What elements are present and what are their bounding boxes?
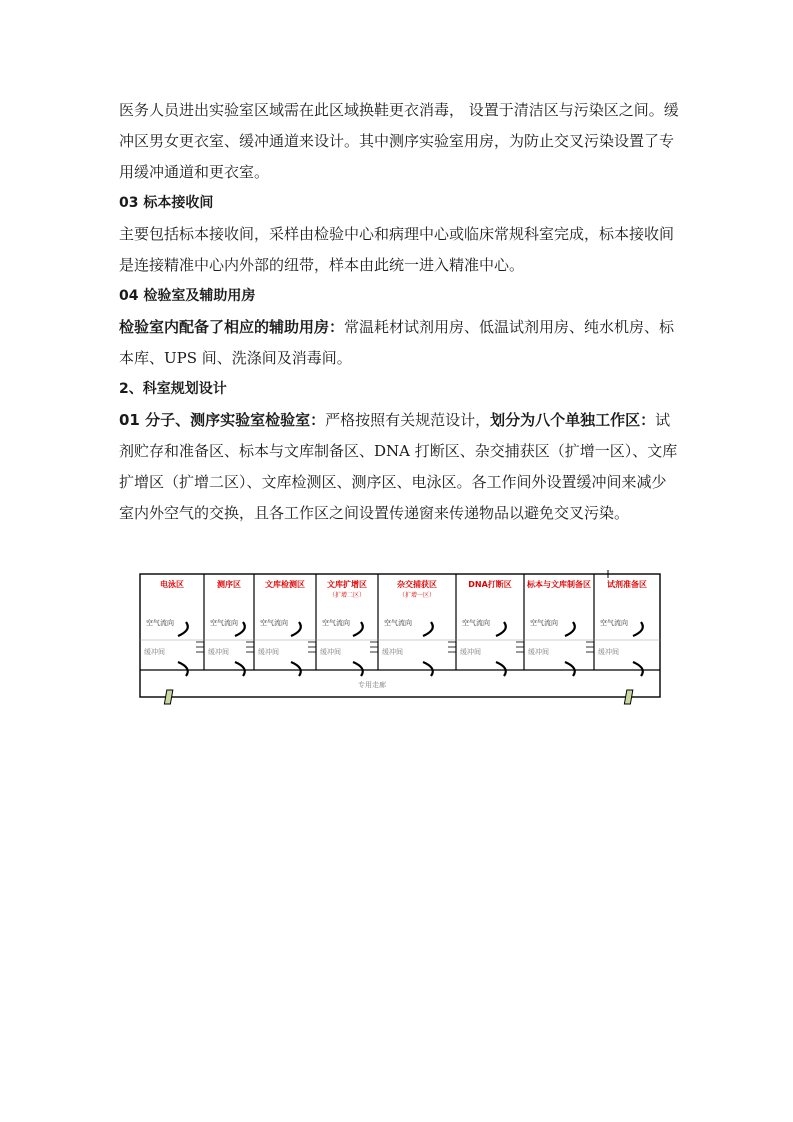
door-swing-upper: [496, 622, 506, 636]
paragraph-lab-auxiliary: [119, 312, 679, 374]
airflow-label: 空气流向: [462, 619, 490, 627]
zone-subname: （扩增一区）: [398, 592, 435, 599]
door-swing-lower: [291, 662, 301, 676]
door-swing-lower: [496, 662, 506, 676]
corridor-label: 专用走廊: [358, 681, 386, 689]
buffer-room-label: 缓冲间: [598, 648, 619, 656]
buffer-room-label: 缓冲间: [144, 648, 165, 656]
entrance-door-left: [164, 690, 172, 704]
zone-label: [254, 579, 316, 590]
zone-name: DNA打断区: [468, 580, 512, 589]
airflow-label: 空气流向: [146, 619, 174, 627]
door-swing-lower: [633, 662, 643, 676]
molecular-lab-zones: 试剂贮存和准备区、标本与文库制备区、DNA 打断区、杂交捕获区（扩增一区）、文库扩增区（扩增二区）、文库检测区、测序区、电泳区。各工作间外设置缓冲间来减少室内外空气的交换，且各工作区之间设置传递窗来传递物品以避免交叉污染。: [119, 411, 678, 522]
door-swing-lower: [565, 662, 575, 676]
zone-name: 试剂准备区: [607, 580, 647, 589]
airflow-label: 空气流向: [260, 619, 288, 627]
document-body: [119, 95, 679, 529]
door-swing-upper: [423, 622, 433, 636]
airflow-label: 空气流向: [322, 619, 350, 627]
buffer-room-label: 缓冲间: [258, 648, 279, 656]
door-swing-upper: [178, 622, 188, 636]
door-swing-lower: [235, 662, 245, 676]
molecular-lab-lead: 01 分子、测序实验室检验室：: [119, 411, 326, 429]
lab-auxiliary-list: 常温耗材试剂用房、低温试剂用房、纯水机房、标本库、UPS 间、洗涤间及消毒间。: [119, 318, 675, 367]
zone-name: 测序区: [217, 580, 241, 589]
door-swing-upper: [353, 622, 363, 636]
heading-lab-auxiliary: 04 检验室及辅助用房: [119, 288, 256, 304]
molecular-lab-design: 严格按照有关规范设计，: [325, 411, 491, 429]
door-swing-lower: [423, 662, 433, 676]
zone-label: [456, 579, 524, 590]
door-swing-lower: [353, 662, 363, 676]
buffer-room-label: 缓冲间: [208, 648, 229, 656]
zone-label: [204, 579, 254, 590]
buffer-room-label: 缓冲间: [382, 648, 403, 656]
zone-label: [316, 579, 378, 599]
buffer-room-label: 缓冲间: [460, 648, 481, 656]
buffer-room-label: 缓冲间: [320, 648, 341, 656]
zone-label: [378, 579, 456, 599]
paragraph-buffer-zone: 医务人员进出实验室区域需在此区域换鞋更衣消毒， 设置于清洁区与污染区之间。缓冲区男女更衣室、缓冲通道来设计。其中测序实验室用房，为防止交叉污染设置了专用缓冲通道和更衣室。: [119, 101, 679, 181]
zone-name: 文库扩增区: [327, 580, 367, 589]
airflow-label: 空气流向: [600, 619, 628, 627]
zone-subname: （扩增二区）: [328, 592, 365, 599]
zone-name: 杂交捕获区: [397, 580, 437, 589]
lab-layout-diagram: [138, 570, 663, 710]
zone-name: 文库检测区: [265, 580, 305, 589]
paragraph-molecular-lab: [119, 405, 679, 529]
molecular-lab-zones-lead: 划分为八个单独工作区：: [490, 411, 656, 429]
airflow-label: 空气流向: [210, 619, 238, 627]
zone-name: 电泳区: [160, 580, 184, 589]
zone-label: [140, 579, 204, 590]
door-swing-upper: [633, 622, 643, 636]
lab-auxiliary-lead: 检验室内配备了相应的辅助用房：: [119, 318, 345, 336]
heading-department-planning: 2、科室规划设计: [119, 381, 227, 397]
zone-name: 标本与文库制备区: [527, 580, 591, 589]
heading-sample-reception: 03 标本接收间: [119, 195, 214, 211]
door-swing-upper: [291, 622, 301, 636]
zone-label: [594, 579, 660, 590]
paragraph-sample-reception: 主要包括标本接收间，采样由检验中心和病理中心或临床常规科室完成，标本接收间是连接精准中心内外部的纽带，样本由此统一进入精准中心。: [119, 225, 675, 274]
zone-label: [524, 579, 594, 590]
door-swing-lower: [178, 662, 188, 676]
entrance-door-right: [624, 690, 632, 704]
airflow-label: 空气流向: [530, 619, 558, 627]
airflow-label: 空气流向: [384, 619, 412, 627]
buffer-room-label: 缓冲间: [528, 648, 549, 656]
door-swing-upper: [565, 622, 575, 636]
